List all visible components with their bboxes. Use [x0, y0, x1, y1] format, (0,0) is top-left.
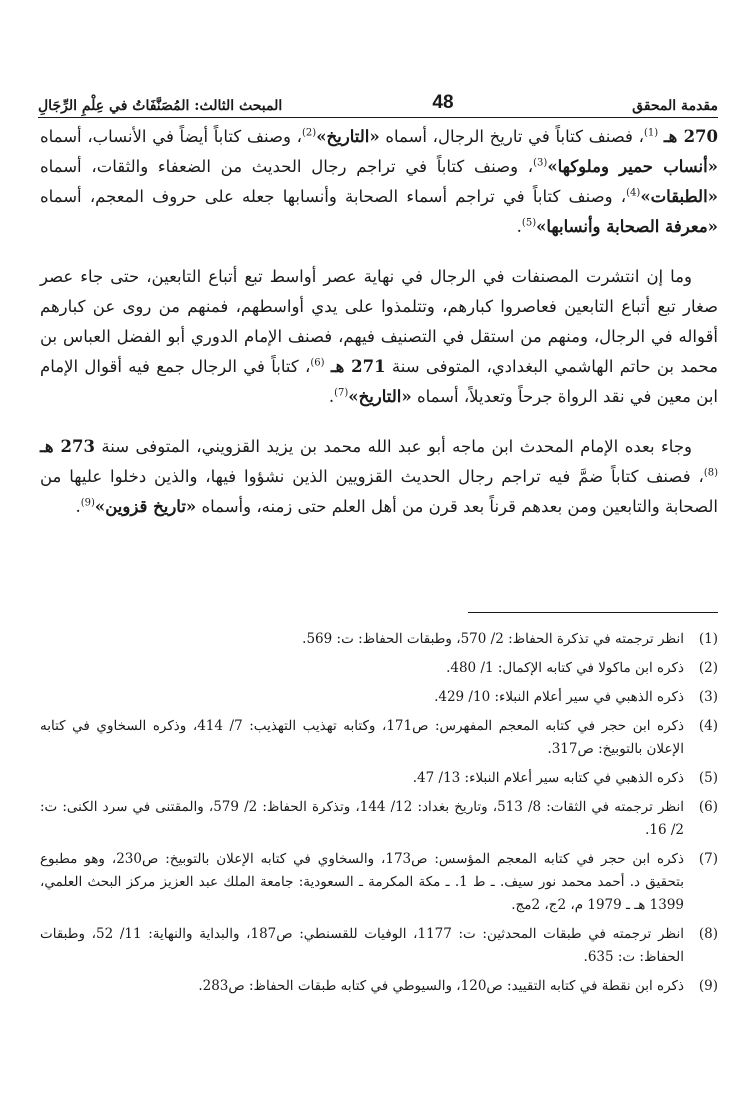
footnote	[40, 848, 718, 917]
footnote-number: (6)	[698, 799, 718, 815]
footnote-reference[interactable]: (5)	[521, 217, 537, 229]
running-header	[38, 84, 718, 118]
footnote	[40, 923, 718, 969]
footnotes	[40, 628, 718, 1004]
header-section-title: مقدمة المحقق	[632, 98, 718, 114]
footnote-number: (8)	[698, 926, 718, 942]
text-run: وما إن انتشرت المصنفات في الرجال في نهاية عصر أواسط تبع أتباع التابعين، حتى جاء عصر صغار تبع أتباع التابعين فعاصروا كبارهم، وتتلمذوا على يدي أواسطهم، فمنهم من روى عن كبارهم أقواله في الرجال، ومنهم من استقل في التصنيف فيهم، فصنف الإمام الدوري أبو الفضل العباس بن محمد بن حاتم الهاشمي البغدادي، المتوفى سنة	[40, 267, 719, 376]
bold-text: 271 هـ	[330, 357, 386, 376]
footnote	[40, 975, 718, 998]
footnote	[40, 796, 718, 842]
bold-text: 270 هـ	[663, 127, 719, 146]
bold-text: «أنساب حمير وملوكها»	[547, 157, 718, 176]
footnote-number: (4)	[698, 718, 718, 734]
footnote-number: (2)	[698, 660, 718, 676]
bold-text: 273 هـ	[40, 437, 95, 456]
text-run: ، وصنف كتاباً في تراجم رجال الحديث من الضعفاء والثقات، أسماه	[40, 157, 534, 176]
footnote-text: انظر ترجمته في تذكرة الحفاظ: 2/ 570، وطبقات الحفاظ: ت: 569.	[302, 631, 684, 647]
paragraph	[40, 122, 718, 242]
paragraph	[40, 432, 718, 522]
footnote-number: (1)	[698, 631, 718, 647]
header-chapter-title: المبحث الثالث: المُصَنَّفَاتُ في عِلْمِ الرِّجَالِ	[38, 98, 283, 114]
footnote-text: انظر ترجمته في طبقات المحدثين: ت: 1177، الوفيات للقسنطي: ص187، والبداية والنهاية: 11/ 52، وطبقات الحفاظ: ت: 635.	[40, 926, 684, 965]
footnote-number: (7)	[698, 851, 718, 867]
footnote-text: انظر ترجمته في الثقات: 8/ 513، وتاريخ بغداد: 12/ 144، وتذكرة الحفاظ: 2/ 579، والمقتنى في سرد الكنى: ت: 2/ 16.	[40, 799, 685, 838]
paragraph	[40, 262, 718, 412]
text-run: ، وصنف كتاباً أيضاً في الأنساب، أسماه	[40, 127, 302, 146]
footnote	[40, 715, 718, 761]
footnote	[40, 767, 718, 790]
text-run: ، وصنف كتاباً في تراجم أسماء الصحابة وأنسابها جعله على حروف المعجم، أسماه	[40, 187, 627, 206]
bold-text: «تاريخ قزوين»	[94, 497, 197, 516]
footnote-text: ذكره ابن ماكولا في كتابه الإكمال: 1/ 480.	[446, 660, 684, 676]
text-run: ، كتاباً في الرجال جمع فيه أقوال الإمام ابن معين في نقد الرواة جرحاً وتعديلاً، أسماه	[40, 357, 718, 406]
footnote-reference[interactable]: (6)	[310, 357, 325, 369]
bold-text: «معرفة الصحابة وأنسابها»	[536, 217, 718, 236]
footnote	[40, 628, 718, 651]
footnote	[40, 686, 718, 709]
footnote-reference[interactable]: (7)	[334, 387, 349, 399]
bold-text: «التاريخ»	[316, 127, 380, 146]
bold-text: «الطبقات»	[640, 187, 718, 206]
text-run: وجاء بعده الإمام المحدث ابن ماجه أبو عبد الله محمد بن يزيد القزويني، المتوفى سنة	[94, 437, 693, 456]
text-run: ، فصنف كتاباً في تاريخ الرجال، أسماه	[379, 127, 644, 146]
footnote-text: ذكره الذهبي في كتابه سير أعلام النبلاء: 13/ 47.	[412, 770, 684, 786]
text-run: ، فصنف كتاباً ضمَّ فيه تراجم رجال الحديث القزويين الذين نشؤوا فيها، والذين دخلوا عليها من الصحابة والتابعين ومن بعدهم قرناً بعد قرن من أهل العلم حتى زمنه، وأسماه	[40, 467, 718, 516]
footnote-reference[interactable]: (8)	[703, 467, 718, 479]
text-run: .	[516, 217, 522, 236]
footnote-number: (3)	[698, 689, 718, 705]
text-run: .	[328, 387, 335, 406]
footnote-reference[interactable]: (2)	[302, 127, 317, 139]
footnote-text: ذكره ابن نقطة في كتابه التقييد: ص120، والسيوطي في كتابه طبقات الحفاظ: ص283.	[198, 978, 684, 994]
footnote-reference[interactable]: (4)	[626, 187, 641, 199]
footnote-number: (5)	[698, 770, 718, 786]
footnote-reference[interactable]: (9)	[80, 497, 95, 509]
bold-text: «التاريخ»	[348, 387, 412, 406]
footnote-reference[interactable]: (3)	[533, 157, 548, 169]
footnote-separator	[468, 612, 718, 613]
text-run: .	[75, 497, 81, 516]
page-number: 48	[432, 92, 454, 113]
footnote-text: ذكره ابن حجر في كتابه المعجم المؤسس: ص173، والسخاوي في كتابه الإعلان بالتوبيخ: ص230، وهو مطبوع بتحقيق د. أحمد محمد نور سيف. ـ ط 1. ـ مكة المكرمة ـ السعودية: جامعة الملك عبد العزيز مركز البحث العلمي، 1399 هـ ـ 1979 م، 2ج، 2مج.	[40, 851, 684, 913]
footnote-text: ذكره الذهبي في سير أعلام النبلاء: 10/ 429.	[434, 689, 684, 705]
main-text	[40, 122, 718, 522]
footnote-text: ذكره ابن حجر في كتابه المعجم المفهرس: ص171، وكتابه تهذيب التهذيب: 7/ 414، وذكره السخاوي في كتابه الإعلان بالتوبيخ: ص317.	[40, 718, 684, 757]
footnote-number: (9)	[698, 978, 718, 994]
footnote	[40, 657, 718, 680]
footnote-reference[interactable]: (1)	[643, 127, 659, 139]
